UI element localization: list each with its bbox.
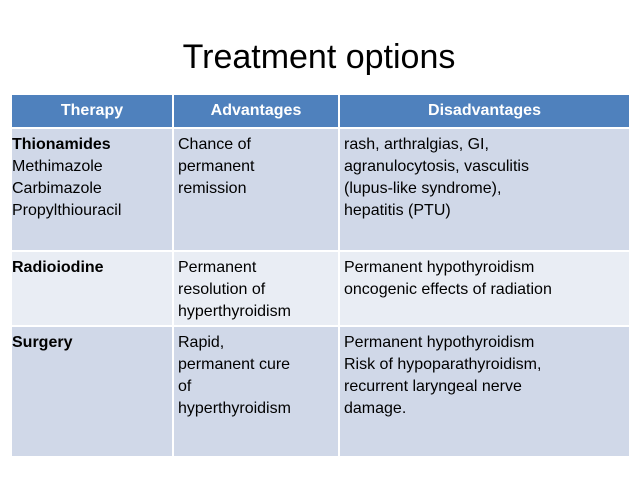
advantage-line: hyperthyroidism: [178, 400, 291, 417]
advantage-line: Chance of: [178, 136, 251, 153]
therapy-name: Radioiodine: [12, 259, 104, 276]
drug-name: Methimazole: [12, 158, 103, 175]
disadvantage-line: recurrent laryngeal nerve: [344, 378, 522, 395]
disadvantages-cell: [339, 251, 629, 326]
table-header-row: [12, 95, 629, 128]
header-advantages: Advantages: [173, 95, 339, 128]
advantage-line: resolution of: [178, 281, 266, 298]
slide-title: Treatment options: [182, 38, 456, 76]
advantage-line: permanent cure: [178, 356, 291, 373]
table-row: [12, 128, 629, 251]
disadvantage-line: Permanent hypothyroidism: [344, 334, 535, 351]
header-therapy: Therapy: [12, 95, 173, 128]
header-disadvantages: Disadvantages: [339, 95, 629, 128]
disadvantage-line: (lupus-like syndrome),: [344, 180, 502, 197]
disadvantage-line: Permanent hypothyroidism: [344, 259, 535, 276]
advantage-line: permanent: [178, 158, 255, 175]
disadvantages-cell: [339, 128, 629, 251]
therapy-cell: [12, 128, 173, 251]
treatment-table: [12, 95, 629, 456]
disadvantage-line: oncogenic effects of radiation: [344, 281, 552, 298]
advantage-line: remission: [178, 180, 247, 197]
disadvantage-line: hepatitis (PTU): [344, 202, 451, 219]
advantages-cell: [173, 128, 339, 251]
disadvantage-line: agranulocytosis, vasculitis: [344, 158, 529, 175]
advantage-line: hyperthyroidism: [178, 303, 291, 320]
disadvantage-line: Risk of hypoparathyroidism,: [344, 356, 542, 373]
therapy-cell: [12, 326, 173, 456]
table-row: [12, 326, 629, 456]
advantages-cell: [173, 251, 339, 326]
disadvantages-cell: [339, 326, 629, 456]
advantage-line: Permanent: [178, 259, 257, 276]
therapy-name: Thionamides: [12, 136, 111, 153]
disadvantage-line: damage.: [344, 400, 407, 417]
disadvantage-line: rash, arthralgias, GI,: [344, 136, 489, 153]
therapy-name: Surgery: [12, 334, 73, 351]
advantage-line: Rapid,: [178, 334, 225, 351]
advantage-line: of: [178, 378, 192, 395]
drug-name: Carbimazole: [12, 180, 102, 197]
table-row: [12, 251, 629, 326]
advantages-cell: [173, 326, 339, 456]
drug-name: Propylthiouracil: [12, 202, 122, 219]
therapy-cell: [12, 251, 173, 326]
